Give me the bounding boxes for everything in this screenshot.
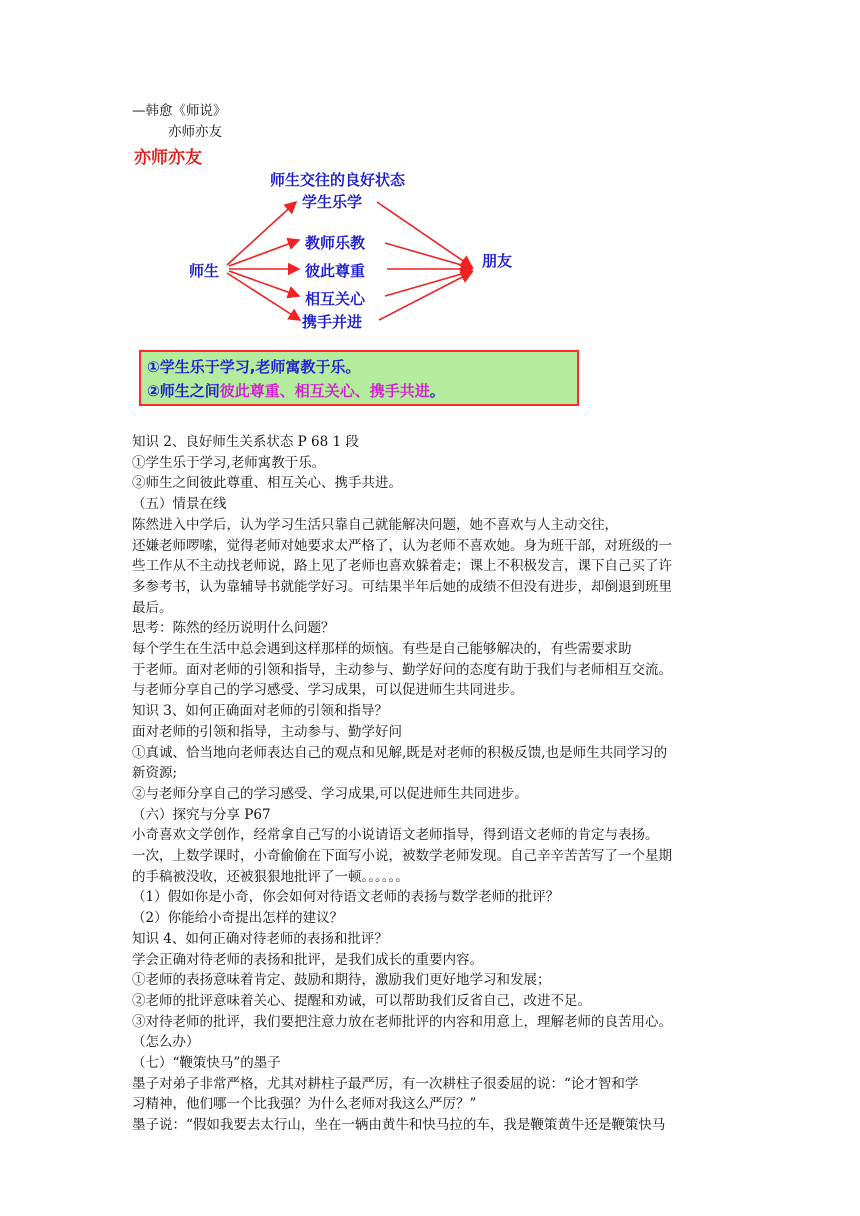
arrow-from-item-5 (379, 272, 472, 320)
arrow-to-item-1 (227, 202, 296, 265)
text-line: 思考：陈然的经历说明什么问题？ (132, 620, 335, 637)
summary-line-2 (147, 380, 445, 401)
arrow-from-item-2 (385, 243, 472, 268)
summary-line-2-highlight: 彼此尊重、相互关心、携手共进 (219, 382, 430, 400)
text-line: （五）情景在线 (132, 496, 227, 513)
text-line: ③对待老师的批评，我们要把注意力放在老师批评的内容和用意上，理解老师的良苦用心。 (132, 1013, 672, 1030)
text-line: 新资源; (132, 765, 178, 782)
text-line: 知识 4、如何正确对待老师的表扬和批评？ (132, 930, 388, 947)
text-line: 习精神，他们哪一个比我强？为什么老师对我这么严厉？” (132, 1096, 477, 1113)
node-item-1: 学生乐学 (302, 193, 363, 211)
text-line: 知识 3、如何正确面对老师的引领和指导？ (132, 703, 388, 720)
text-line: 墨子对弟子非常严格，尤其对耕柱子最严厉，有一次耕柱子很委屈的说：“论才智和学 (132, 1075, 639, 1092)
text-line: ①真诚、恰当地向老师表达自己的观点和见解,既是对老师的积极反馈,也是师生共同学习的 (132, 744, 668, 761)
text-line: ②与老师分享自己的学习感受、学习成果,可以促进师生共同进步。 (132, 785, 528, 802)
summary-line-2-prefix: ②师生之间 (147, 382, 220, 400)
text-line: 与老师分享自己的学习感受、学习成果，可以促进师生共同进步。 (132, 682, 524, 699)
node-item-3: 彼此尊重 (305, 262, 366, 280)
text-line: 每个学生在生活中总会遇到这样那样的烦恼。有些是自己能够解决的，有些需要求助 (132, 641, 632, 657)
summary-line-2-end: 。 (429, 382, 445, 400)
text-line: 小奇喜欢文学创作，经常拿自己写的小说请语文老师指导，得到语文老师的肯定与表扬。 (132, 827, 659, 844)
text-line: 知识 2、良好师生关系状态 P 68 1 段 (132, 434, 359, 450)
quote-line: —韩愈《师说》 (132, 103, 227, 119)
text-line: 还嫌老师啰嗦，觉得老师对她要求太严格了，认为老师不喜欢她。身为班干部，对班级的一 (132, 537, 672, 554)
text-line: （七）“鞭策快马”的墨子 (132, 1055, 281, 1071)
node-friends: 朋友 (482, 252, 513, 270)
text-line: 学会正确对待老师的表扬和批评，是我们成长的重要内容。 (132, 951, 483, 968)
text-line: 的手稿被没收，还被狠狠地批评了一顿。。。。。。 (132, 868, 409, 885)
motto-line: 亦师亦友 (168, 124, 222, 140)
arrow-to-item-4 (229, 271, 299, 296)
text-line: 些工作从不主动找老师说，路上见了老师也喜欢躲着走；课上不积极发言，课下自己买了许 (132, 558, 672, 575)
text-line: ①学生乐于学习,老师寓教于乐。 (132, 454, 326, 471)
arrow-from-item-4 (385, 271, 472, 296)
text-line: （1）假如你是小奇，你会如何对待语文老师的表扬与数学老师的批评？ (132, 889, 560, 906)
text-line: 面对老师的引领和指导，主动参与、勤学好问 (132, 723, 402, 740)
text-line: ②老师的批评意味着关心、提醒和劝诫，可以帮助我们反省自己，改进不足。 (132, 992, 591, 1009)
text-line: 陈然进入中学后，认为学习生活只靠自己就能解决问题，她不喜欢与人主动交往， (132, 516, 618, 533)
figure-title: 亦师亦友 (134, 148, 202, 168)
text-line: （六）探究与分享 P67 (132, 806, 271, 823)
text-line: （2）你能给小奇提出怎样的建议？ (132, 910, 344, 927)
node-teacher-student: 师生 (189, 262, 220, 280)
arrow-to-item-5 (227, 273, 300, 320)
node-item-2: 教师乐教 (305, 234, 366, 252)
text-line: 一次，上数学课时，小奇偷偷在下面写小说，被数学老师发现。自己辛辛苦苦写了一个星期 (132, 848, 672, 864)
text-line: ②师生之间彼此尊重、相互关心、携手共进。 (132, 475, 402, 492)
text-line: 多参考书，认为靠辅导书就能学好习。可结果半年后她的成绩不但没有进步，却倒退到班里 (132, 578, 672, 595)
text-line: 墨子说：“假如我要去太行山，坐在一辆由黄牛和快马拉的车，我是鞭策黄牛还是鞭策快马 (132, 1117, 666, 1134)
arrow-from-item-1 (377, 202, 472, 267)
relationship-diagram (134, 165, 594, 340)
diagram-heading: 师生交往的良好状态 (270, 171, 406, 189)
node-item-5: 携手并进 (302, 313, 363, 331)
text-line: ①老师的表扬意味着肯定、鼓励和期待，激励我们更好地学习和发展； (132, 972, 551, 989)
node-item-4: 相互关心 (305, 290, 366, 308)
text-line: （怎么办） (132, 1034, 200, 1051)
summary-box (139, 350, 579, 406)
text-line: 于老师。面对老师的引领和指导，主动参与、勤学好问的态度有助于我们与老师相互交流。 (132, 661, 672, 678)
text-line: 最后。 (132, 599, 173, 616)
summary-line-1: ①学生乐于学习,老师寓教于乐。 (147, 358, 361, 376)
